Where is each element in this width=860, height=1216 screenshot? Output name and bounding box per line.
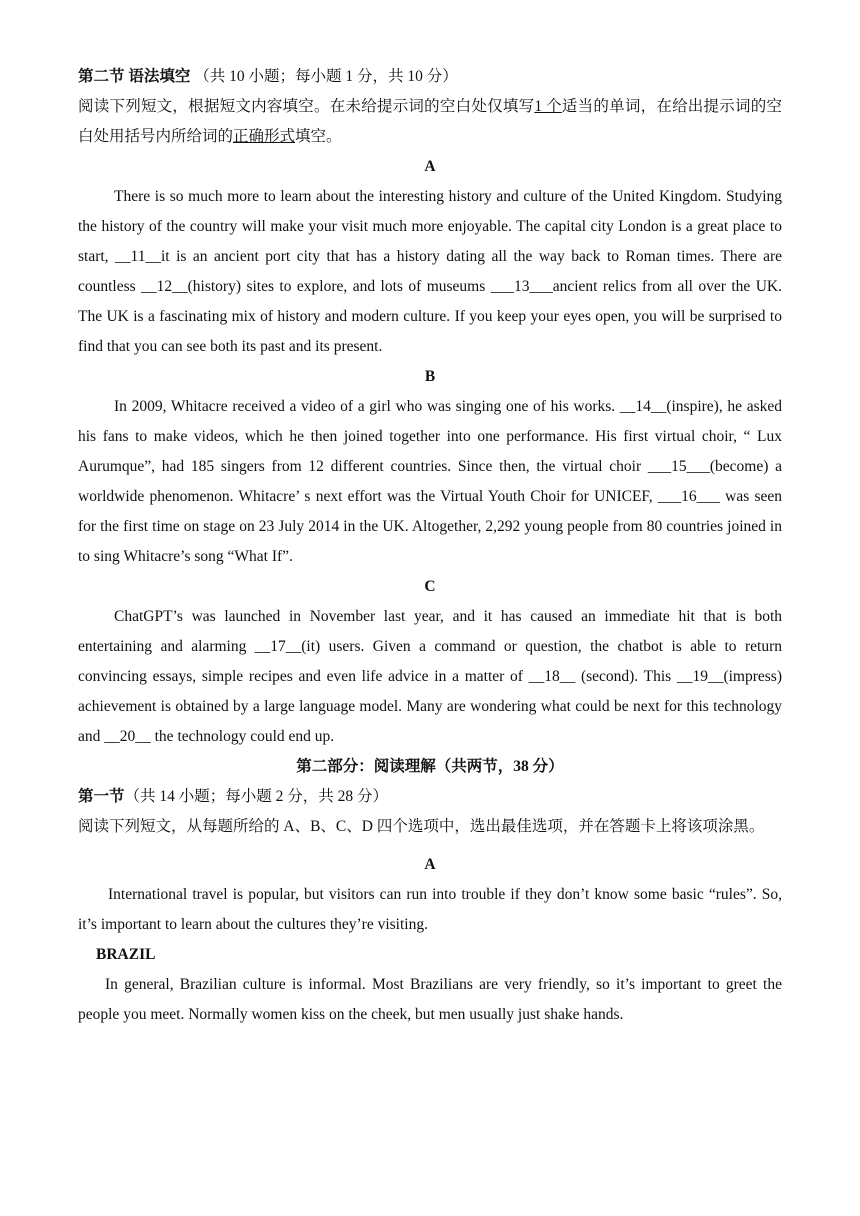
instr-part: 阅读下列短文，根据短文内容填空。在未给提示词的空白处仅填写 <box>78 98 535 115</box>
part2-instructions: 阅读下列短文，从每题所给的 A、B、C、D 四个选项中，选出最佳选项，并在答题卡上将该项涂黑。 <box>78 818 765 835</box>
section2-heading <box>78 62 782 92</box>
reading-a-intro: International travel is popular, but visitors can run into trouble if they don’t know some basic “rules”. So, it’s important to learn about the cultures they’re visiting. <box>78 886 782 933</box>
instr-part: 适当的单词，在给出提示词的空白处用括号内所给词的 <box>78 98 782 145</box>
section2-instructions <box>78 92 782 152</box>
part2-section1-meta: （共 14 小题；每小题 2 分，共 28 分） <box>124 788 389 805</box>
reading-a-subheading: BRAZIL <box>96 946 156 963</box>
reading-a-label: A <box>424 856 436 873</box>
part2-section1-title: 第一节 <box>78 788 125 805</box>
passage-c-text: ChatGPT’s was launched in November last year, and it has caused an immediate hit that is both entertaining and alarming __17__(it) users. Given a command or question, the chatbot is able to return convincing essays, simple recipes and even life advice in a matter of __18__ (second). This __19__(impress) achievement is obtained by a large language model. Many are wondering what could be next for this technology and __20__ the technology could end up. <box>78 608 782 745</box>
passage-b-text: In 2009, Whitacre received a video of a girl who was singing one of his works. __14__(inspire), he asked his fans to make videos, which he then joined together into one performance. His first virtual choir, “ Lux Aurumque”, had 185 singers from 12 different countries. Since then, the virtual choir ___15___(become) a worldwide phenomenon. Whitacre’ s next effort was the Virtual Youth Choir for UNICEF, ___16___ was seen for the first time on stage on 23 July 2014 in the UK. Altogether, 2,292 young people from 80 countries joined in to sing Whitacre’s song “What If”. <box>78 398 782 565</box>
instr-part: 填空。 <box>295 128 342 145</box>
part2-title: 第二部分：阅读理解（共两节，38 分） <box>296 758 564 775</box>
section2-meta: （共 10 小题；每小题 1 分，共 10 分） <box>194 68 458 85</box>
part2-section1-heading <box>78 782 782 812</box>
reading-a-body: In general, Brazilian culture is informal. Most Brazilians are very friendly, so it’s important to greet the people you meet. Normally women kiss on the cheek, but men usually just shake hands. <box>78 976 782 1023</box>
passage-a-text: There is so much more to learn about the interesting history and culture of the United Kingdom. Studying the history of the country will make your visit much more enjoyable. The capital city London is a great place to start, __11__it is an ancient port city that has a history dating all the way back to Roman times. There are countless __12__(history) sites to explore, and lots of museums ___13___ancient relics from all over the UK. The UK is a fascinating mix of history and modern culture. If you keep your eyes open, you will be surprised to find that you can see both its past and its present. <box>78 188 782 355</box>
spacer <box>78 842 782 850</box>
exam-page <box>78 62 782 1030</box>
instr-underlined-count: 1 个 <box>534 98 562 115</box>
section2-title: 第二节 语法填空 <box>78 68 191 85</box>
passage-c-label: C <box>424 578 436 595</box>
passage-a-label: A <box>424 158 436 175</box>
instr-underlined-form: 正确形式 <box>233 128 296 145</box>
passage-b-label: B <box>424 368 436 385</box>
